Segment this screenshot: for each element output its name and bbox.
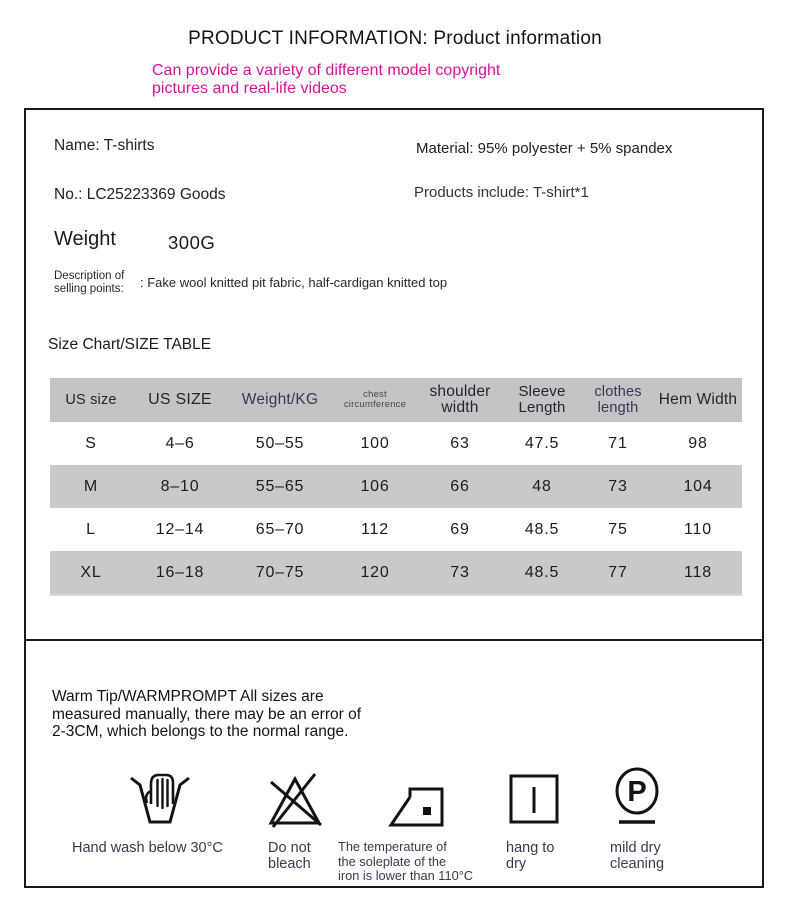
cell: M: [83, 477, 99, 495]
column-header-hem-width: Hem Width: [658, 391, 738, 408]
cell: 16–18: [155, 563, 205, 581]
care-item-label: [338, 840, 502, 884]
warm-tip-line: Warm Tip/WARMPROMPT All sizes are: [52, 688, 324, 705]
size-table-row-l: [50, 508, 742, 551]
care-label-line: the soleplate of the: [338, 853, 447, 869]
cell: 112: [361, 520, 389, 538]
product-material: Material: 95% polyester + 5% spandex: [416, 140, 673, 157]
cell: 50–55: [255, 434, 305, 452]
care-label-line: Do not: [268, 840, 311, 856]
column-header-shoulder-width: shoulder width: [429, 383, 491, 416]
column-header-clothes-length: clothes length: [594, 384, 642, 416]
hand-wash-icon: [126, 766, 194, 830]
weight-label: Weight: [54, 228, 116, 250]
product-number: No.: LC25223369 Goods: [54, 186, 226, 203]
care-label-line: dry: [506, 856, 527, 872]
size-table-header-row: [50, 378, 742, 422]
size-chart-title: Size Chart/SIZE TABLE: [48, 336, 212, 353]
cell: 69: [450, 520, 470, 538]
cell: 77: [608, 563, 628, 581]
care-item-label: [72, 840, 252, 856]
cell: 71: [608, 434, 628, 452]
column-header-chest-circumference: chest circumference: [343, 388, 407, 410]
cell: 4–6: [165, 434, 195, 452]
cell: 66: [450, 477, 470, 495]
cell: 8–10: [160, 477, 200, 495]
column-header-weight-kg: Weight/KG: [241, 391, 319, 408]
page-title: PRODUCT INFORMATION: Product information: [188, 28, 602, 49]
cell: 12–14: [155, 520, 205, 538]
column-header-sleeve-length: Sleeve Length: [518, 383, 566, 416]
description-label-line: selling points:: [54, 282, 124, 295]
care-label-line: bleach: [268, 856, 311, 872]
product-name: Name: T-shirts: [54, 137, 155, 154]
product-includes: Products include: T-shirt*1: [414, 184, 589, 201]
cell: 120: [360, 563, 390, 581]
cell: 48.5: [524, 520, 560, 538]
warm-tip-text: [52, 688, 361, 741]
cell: 75: [608, 520, 628, 538]
warm-tip-line: measured manually, there may be an error of: [52, 705, 362, 723]
weight-value: 300G: [168, 232, 216, 253]
cell: 100: [360, 434, 390, 452]
cell: 70–75: [255, 563, 305, 581]
care-label-line: hang to: [506, 840, 555, 856]
care-label-line: iron is lower than 110°C: [338, 868, 474, 883]
product-info-box: [24, 108, 764, 888]
cell: 104: [683, 477, 713, 495]
cell: 106: [360, 477, 390, 495]
do-not-bleach-icon: [264, 770, 326, 830]
care-label-line: mild dry: [610, 840, 661, 856]
size-table-row-xl: [50, 551, 742, 594]
care-label-line: Hand wash below 30°C: [72, 840, 223, 856]
size-table-row-m: [50, 465, 742, 508]
cell: 118: [684, 563, 712, 581]
column-header-us-size: US size: [65, 392, 117, 408]
cell: 73: [450, 563, 470, 581]
iron-max-110-icon: [384, 778, 446, 830]
size-table-row-s: [50, 422, 742, 465]
cell: 47.5: [524, 434, 560, 452]
description-label-line: Description of: [54, 270, 125, 282]
cell: 48: [532, 477, 552, 495]
copyright-note-line: Can provide a variety of different model copyright: [152, 62, 501, 79]
hang-to-dry-icon: [508, 773, 560, 825]
care-label-line: The temperature of: [338, 839, 447, 854]
size-table: [50, 378, 742, 596]
cell: 63: [450, 434, 470, 452]
section-divider: [26, 639, 762, 641]
dry-clean-letter: P: [627, 776, 647, 808]
care-item-label: [268, 840, 338, 872]
care-label-line: cleaning: [610, 856, 665, 872]
care-item-label: [610, 840, 700, 872]
cell: XL: [80, 563, 102, 581]
description-value: : Fake wool knitted pit fabric, half-cardigan knitted top: [140, 275, 448, 290]
warm-tip-line: 2-3CM, which belongs to the normal range.: [52, 723, 349, 740]
cell: 55–65: [255, 477, 305, 495]
cell: 73: [608, 477, 628, 495]
mild-dry-cleaning-icon: [608, 766, 666, 828]
cell: L: [86, 520, 96, 538]
description-label: [54, 270, 124, 295]
column-header-us-size-caps: US SIZE: [148, 391, 212, 408]
cell: 48.5: [524, 563, 560, 581]
copyright-note-line: pictures and real-life videos: [152, 79, 347, 97]
cell: 110: [684, 520, 712, 538]
cell: 65–70: [255, 520, 305, 538]
copyright-note: [152, 62, 582, 97]
cell: S: [85, 434, 97, 452]
care-item-label: [506, 840, 576, 872]
cell: 98: [688, 434, 708, 452]
